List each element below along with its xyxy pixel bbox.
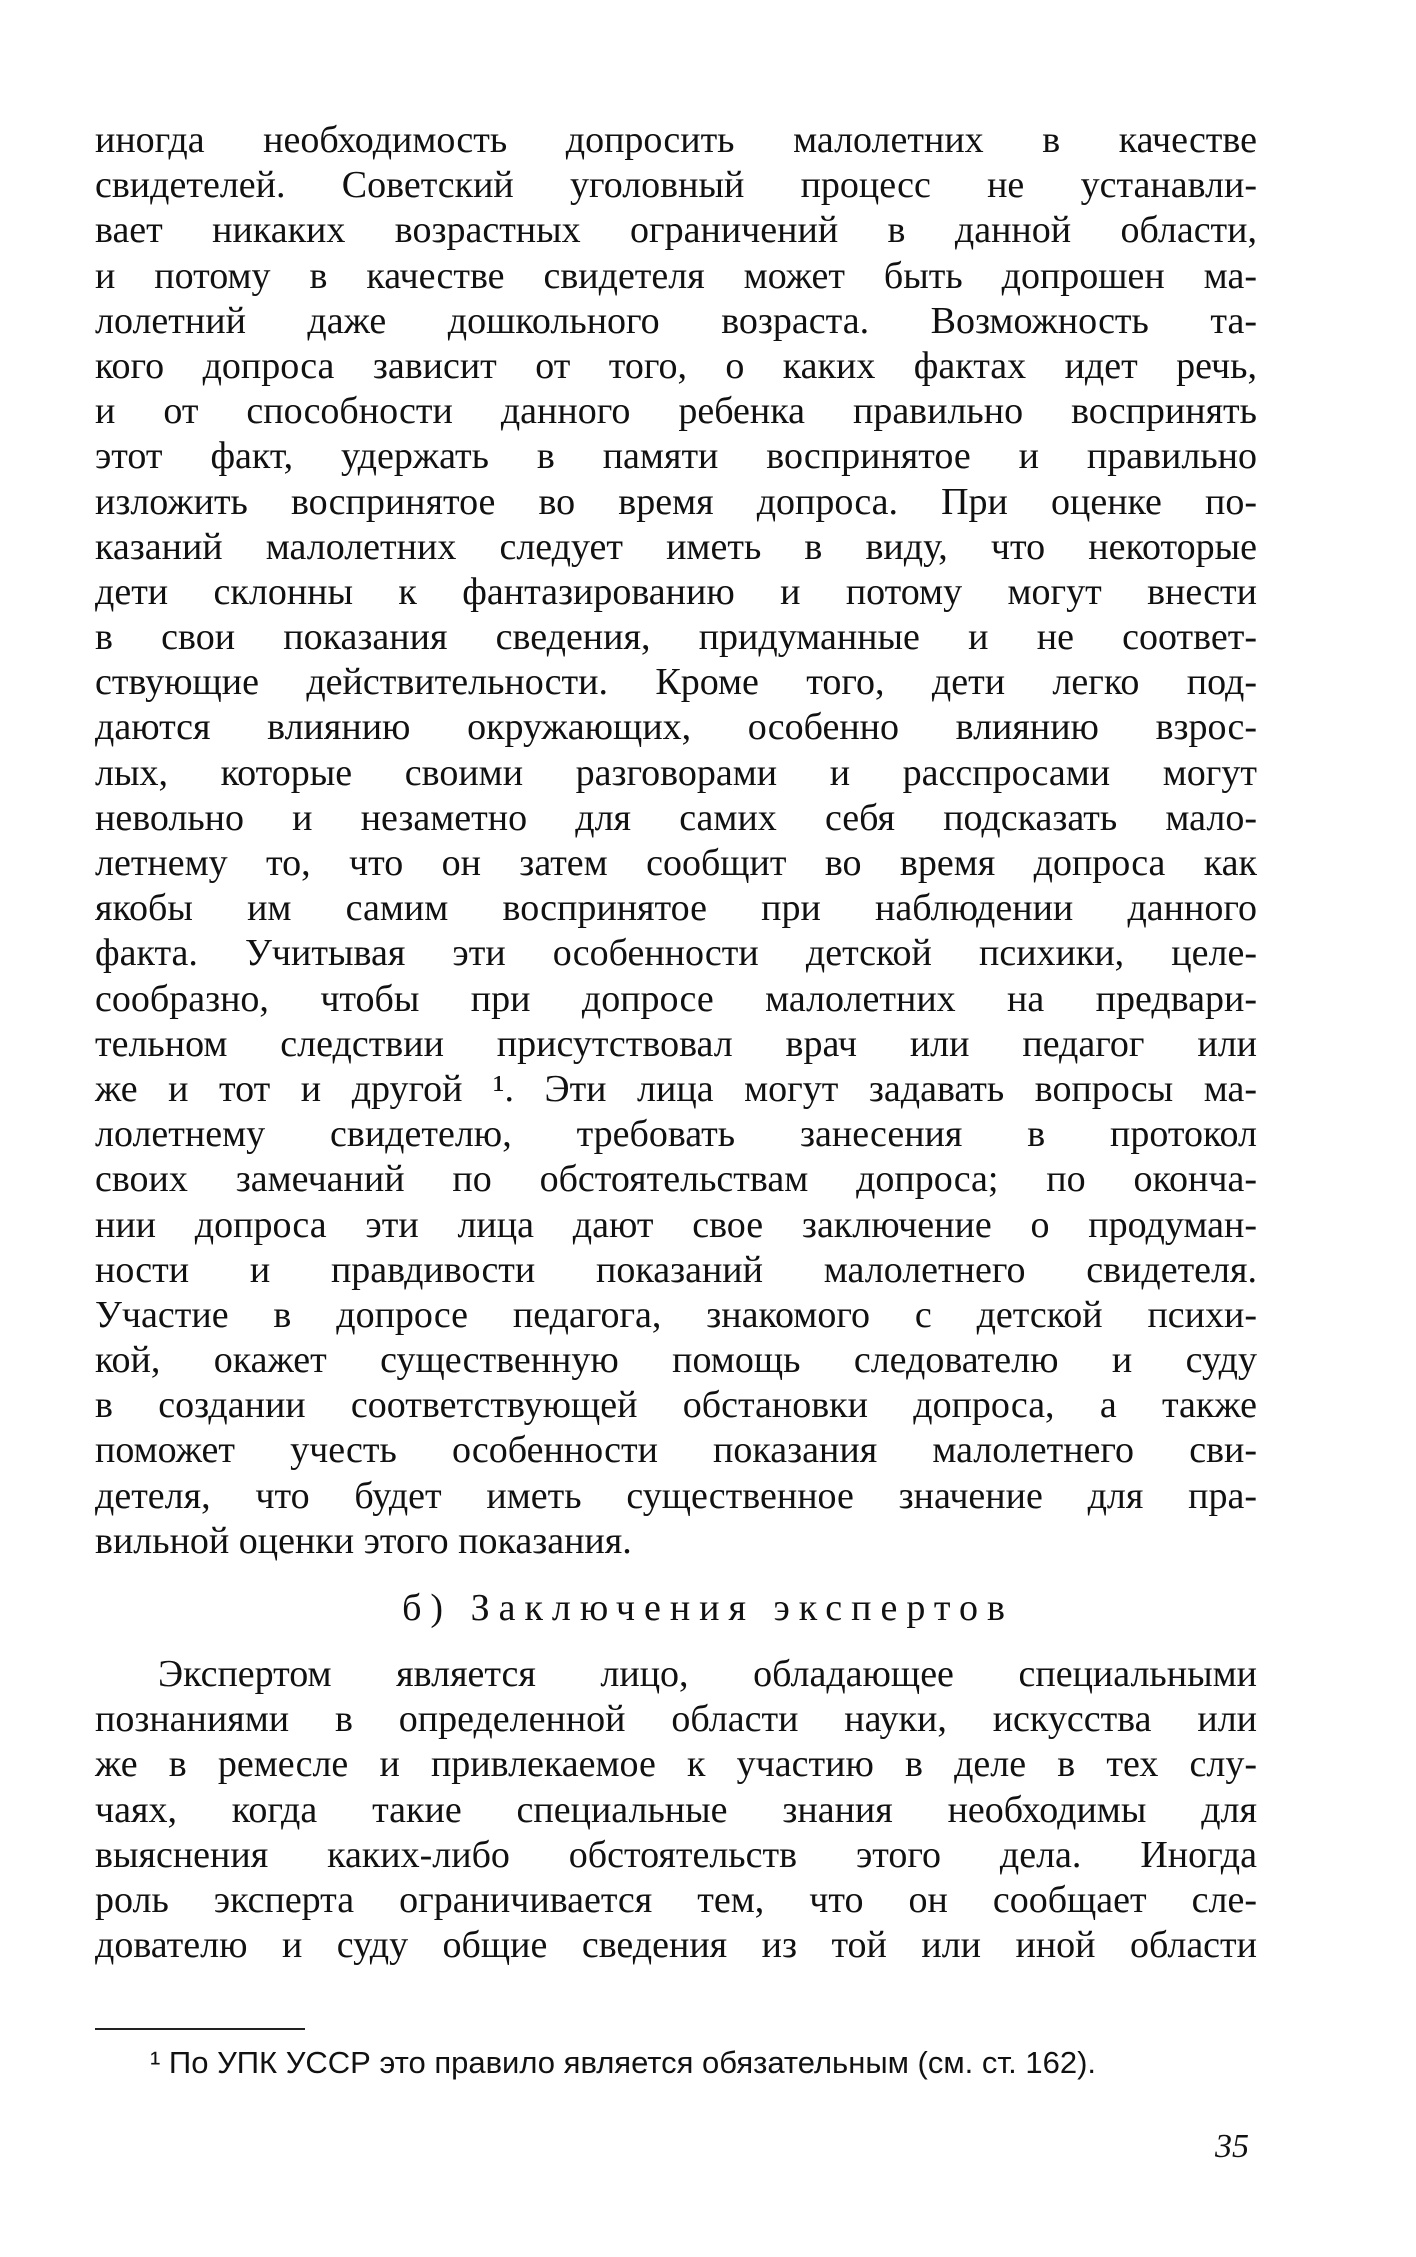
- text-line: вает никаких возрастных ограничений в данной области,: [95, 209, 1257, 252]
- text-line: чаях, когда такие специальные знания необходимы для: [95, 1788, 1257, 1831]
- paragraph-expert-definition: [95, 1652, 1257, 1968]
- paragraph-witness-minors: [95, 118, 1257, 1564]
- text-line: детеля, что будет иметь существенное значение для пра-: [95, 1474, 1257, 1517]
- text-line: роль эксперта ограничивается тем, что он сообщает сле-: [95, 1878, 1257, 1921]
- page-number: 35: [1215, 2128, 1249, 2165]
- text-line: летнему то, что он затем сообщит во время допроса как: [95, 842, 1257, 884]
- text-line: этот факт, удержать в памяти воспринятое и правильно: [95, 435, 1257, 478]
- text-line: лолетний даже дошкольного возраста. Возможность та-: [95, 299, 1257, 342]
- text-line: сообразно, чтобы при допросе малолетних на предвари-: [95, 977, 1257, 1020]
- text-line: лолетнему свидетелю, требовать занесения в протокол: [95, 1113, 1257, 1156]
- text-line: выяснения каких-либо обстоятельств этого дела. Иногда: [95, 1833, 1257, 1876]
- text-line: факта. Учитывая эти особенности детской психики, целе-: [95, 932, 1257, 975]
- text-line: тельном следствии присутствовал врач или педагог или: [95, 1022, 1257, 1065]
- text-line: кого допроса зависит от того, о каких фактах идет речь,: [95, 344, 1257, 387]
- section-heading: б) Заключения экспертов: [402, 1587, 1014, 1629]
- text-line: дети склонны к фантазированию и потому могут внести: [95, 570, 1257, 613]
- text-line: изложить воспринятое во время допроса. При оценке по-: [95, 480, 1257, 523]
- text-line: в свои показания сведения, придуманные и не соответ-: [95, 616, 1257, 659]
- text-line: нии допроса эти лица дают свое заключение о продуман-: [95, 1203, 1257, 1246]
- footnote-divider: [95, 2028, 305, 2030]
- text-line: Экспертом является лицо, обладающее специальными: [158, 1653, 1257, 1695]
- text-line: дователю и суду общие сведения из той или иной области: [95, 1924, 1257, 1967]
- text-line: в создании соответствующей обстановки допроса, а также: [95, 1384, 1257, 1427]
- text-line: и потому в качестве свидетеля может быть допрошен ма-: [95, 254, 1257, 297]
- text-line: свидетелей. Советский уголовный процесс не устанавли-: [95, 164, 1257, 207]
- footnote: ¹ По УПК УССР это правило является обязательным (см. ст. 162).: [150, 2045, 1097, 2080]
- text-line: лых, которые своими разговорами и расспросами могут: [95, 751, 1257, 794]
- text-line: Участие в допросе педагога, знакомого с детской психи-: [95, 1293, 1257, 1336]
- text-line: казаний малолетних следует иметь в виду, что некоторые: [95, 525, 1257, 568]
- text-line-with-footnote-ref: же и тот и другой ¹. Эти лица могут задавать вопросы ма-: [95, 1067, 1257, 1110]
- text-line: и от способности данного ребенка правильно воспринять: [95, 390, 1257, 433]
- text-line: же в ремесле и привлекаемое к участию в деле в тех слу-: [95, 1743, 1257, 1786]
- text-line: иногда необходимость допросить малолетних в качестве: [95, 119, 1257, 161]
- text-line: кой, окажет существенную помощь следователю и суду: [95, 1339, 1257, 1382]
- text-line: вильной оценки этого показания.: [95, 1519, 632, 1562]
- text-line: даются влиянию окружающих, особенно влиянию взрос-: [95, 706, 1257, 749]
- text-line: познаниями в определенной области науки, искусства или: [95, 1698, 1257, 1741]
- text-line: якобы им самим воспринятое при наблюдении данного: [95, 887, 1257, 930]
- text-line: поможет учесть особенности показания малолетнего сви-: [95, 1429, 1257, 1472]
- text-line: своих замечаний по обстоятельствам допроса; по оконча-: [95, 1158, 1257, 1201]
- text-line: невольно и незаметно для самих себя подсказать мало-: [95, 796, 1257, 839]
- text-line: ствующие действительности. Кроме того, дети легко под-: [95, 661, 1257, 704]
- text-line: ности и правдивости показаний малолетнего свидетеля.: [95, 1248, 1257, 1291]
